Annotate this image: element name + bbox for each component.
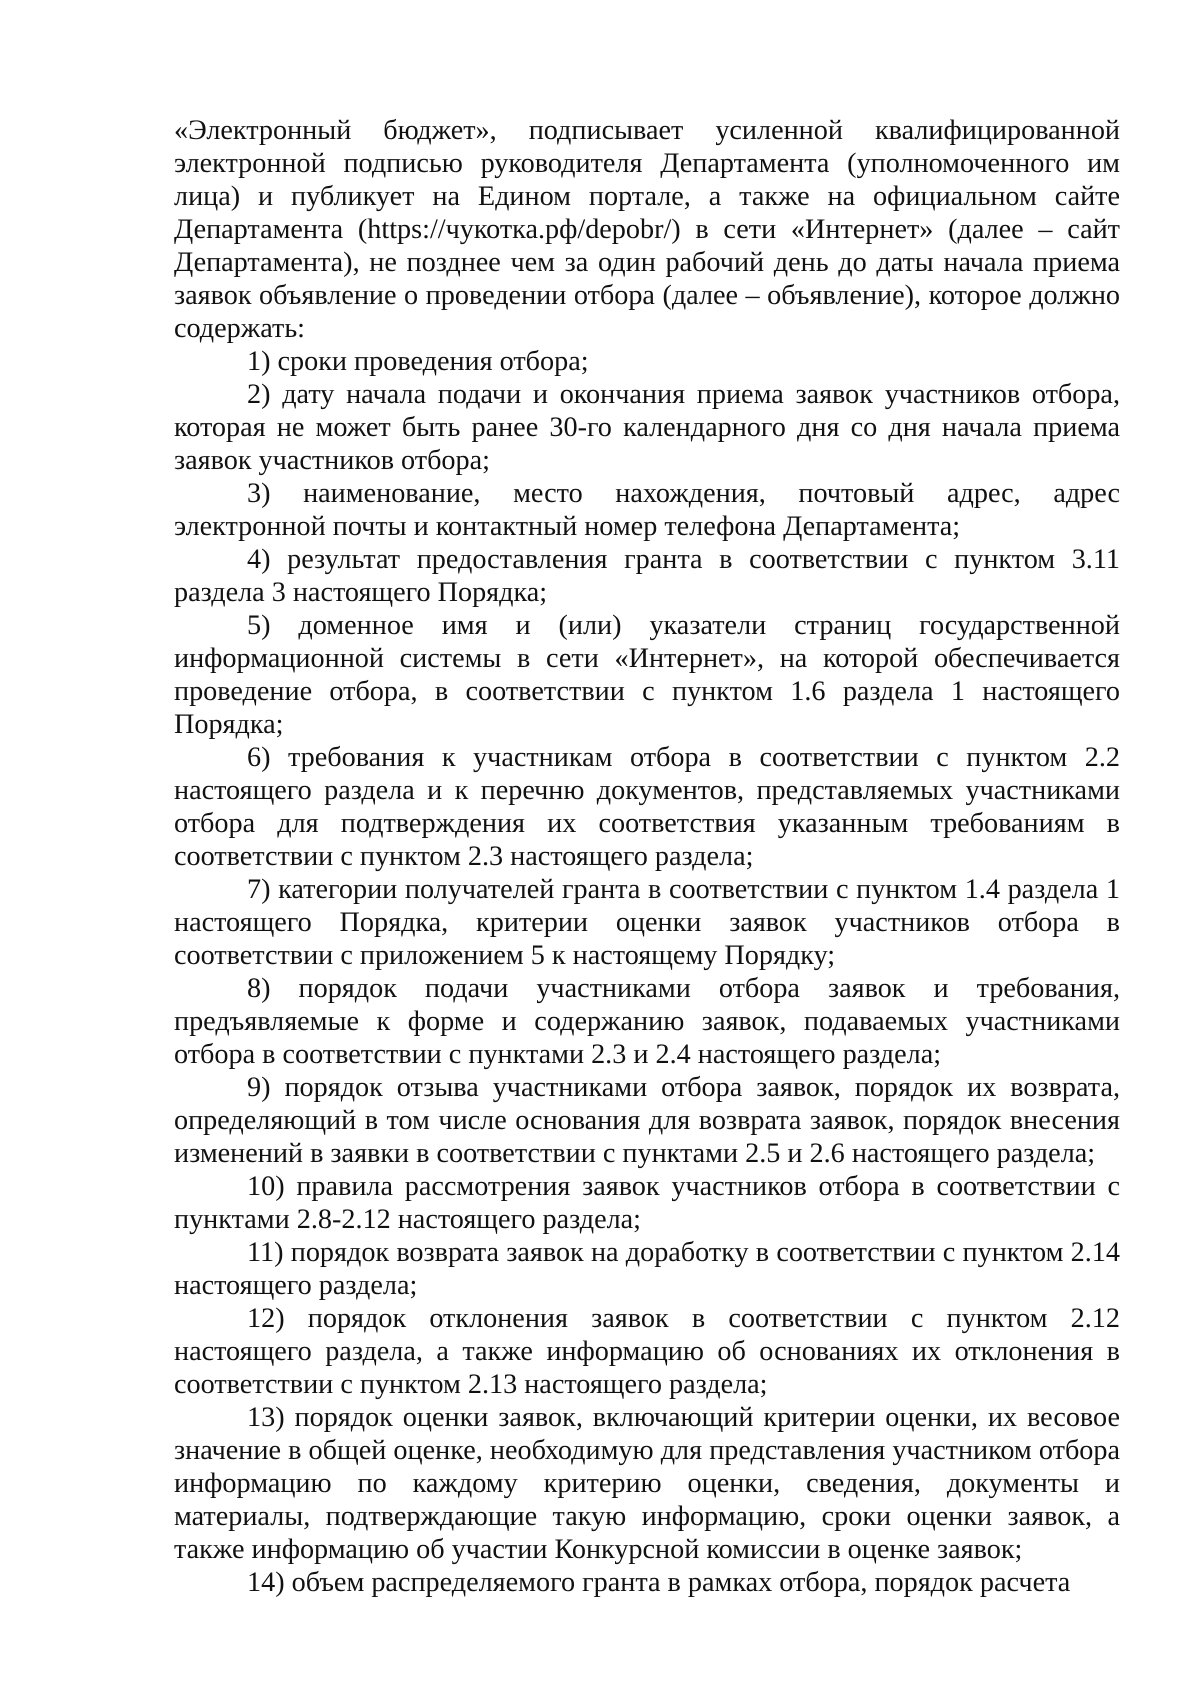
list-item-11: 11) порядок возврата заявок на доработку в соответствии с пунктом 2.14 настоящего раздела; xyxy=(174,1237,1120,1301)
list-item-6: 6) требования к участникам отбора в соответствии с пунктом 2.2 настоящего раздела и к перечню документов, представляемых участниками отбора для подтверждения их соответствия указанным требованиям в соответствии с пунктом 2.3 настоящего раздела; xyxy=(174,742,1120,872)
list-item-7: 7) категории получателей гранта в соответствии с пунктом 1.4 раздела 1 настоящего Порядка, критерии оценки заявок участников отбора в соответствии с приложением 5 к настоящему Порядку; xyxy=(174,874,1120,971)
list-item-8: 8) порядок подачи участниками отбора заявок и требования, предъявляемые к форме и содержанию заявок, подаваемых участниками отбора в соответствии с пунктами 2.3 и 2.4 настоящего раздела; xyxy=(174,973,1120,1070)
list-item-1: 1) сроки проведения отбора; xyxy=(247,346,589,377)
list-item-4: 4) результат предоставления гранта в соответствии с пунктом 3.11 раздела 3 настоящего Порядка; xyxy=(174,544,1120,608)
list-item-3: 3) наименование, место нахождения, почтовый адрес, адрес электронной почты и контактный номер телефона Департамента; xyxy=(174,478,1120,542)
list-item-2: 2) дату начала подачи и окончания приема заявок участников отбора, которая не может быть ранее 30-го календарного дня со дня начала приема заявок участников отбора; xyxy=(174,379,1120,476)
document-page xyxy=(174,114,1120,1599)
list-item-12: 12) порядок отклонения заявок в соответствии с пунктом 2.12 настоящего раздела, а также информацию об основаниях их отклонения в соответствии с пунктом 2.13 настоящего раздела; xyxy=(174,1303,1120,1400)
list-item-13: 13) порядок оценки заявок, включающий критерии оценки, их весовое значение в общей оценке, необходимую для представления участником отбора информацию по каждому критерию оценки, сведения, документы и материалы, подтверждающие такую информацию, сроки оценки заявок, а также информацию об участии Конкурсной комиссии в оценке заявок; xyxy=(174,1402,1120,1565)
list-item-5: 5) доменное имя и (или) указатели страниц государственной информационной системы в сети «Интернет», на которой обеспечивается проведение отбора, в соответствии с пунктом 1.6 раздела 1 настоящего Порядка; xyxy=(174,610,1120,740)
list-item-14: 14) объем распределяемого гранта в рамках отбора, порядок расчета xyxy=(247,1567,1071,1598)
paragraph-intro: «Электронный бюджет», подписывает усиленной квалифицированной электронной подписью руководителя Департамента (уполномоченного им лица) и публикует на Едином портале, а также на официальном сайте Департамента (https://чукотка.рф/depobr/) в сети «Интернет» (далее – сайт Департамента), не позднее чем за один рабочий день до даты начала приема заявок объявление о проведении отбора (далее – объявление), которое должно содержать: xyxy=(174,115,1120,344)
list-item-9: 9) порядок отзыва участниками отбора заявок, порядок их возврата, определяющий в том числе основания для возврата заявок, порядок внесения изменений в заявки в соответствии с пунктами 2.5 и 2.6 настоящего раздела; xyxy=(174,1072,1120,1169)
list-item-10: 10) правила рассмотрения заявок участников отбора в соответствии с пунктами 2.8-2.12 настоящего раздела; xyxy=(174,1171,1120,1235)
